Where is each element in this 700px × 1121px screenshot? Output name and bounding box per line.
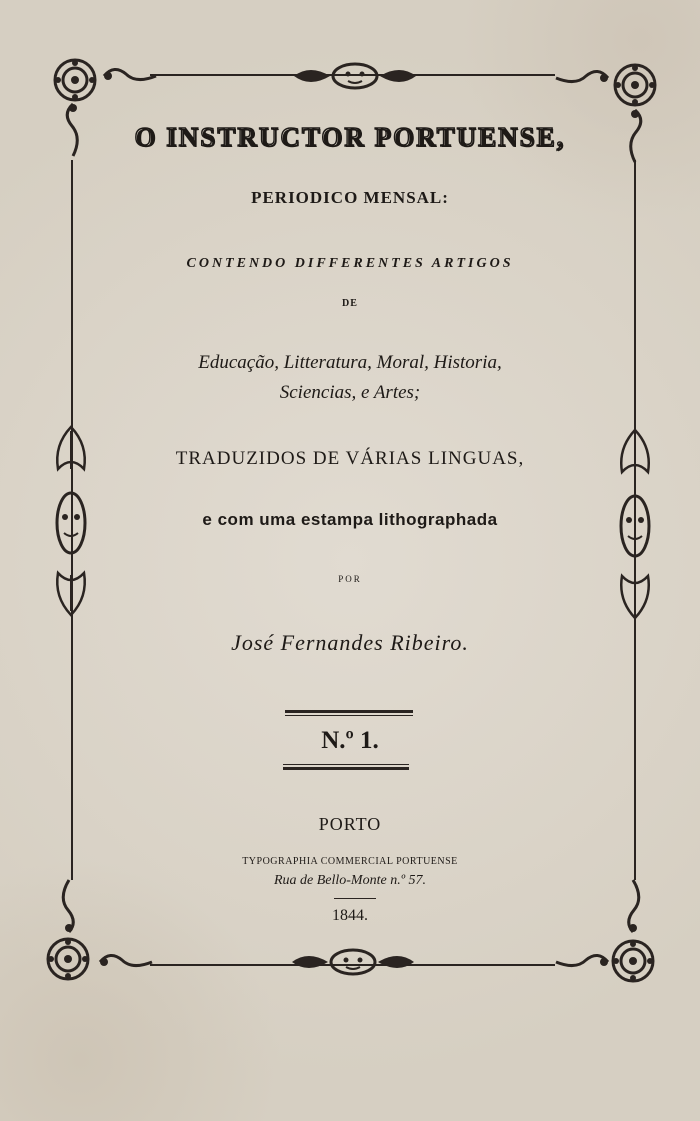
publication-year: 1844. [332, 907, 368, 924]
printer-name: TYPOGRAPHIA COMMERCIAL PORTUENSE [242, 856, 458, 867]
rosette-ornament-bottom-right [610, 938, 656, 984]
scroll-ornament-top-right [552, 66, 612, 90]
rosette-ornament-top-left [52, 57, 98, 103]
city-name: PORTO [318, 814, 382, 834]
rosette-ornament-bottom-left [45, 936, 91, 982]
topics-line-1: Educação, Litteratura, Moral, Historia, [198, 352, 502, 373]
scroll-ornament-bottom-left [96, 950, 156, 974]
cover-subtitle: PERIODICO MENSAL: [251, 188, 449, 207]
issue-rule-top [285, 710, 413, 713]
author-name: José Fernandes Ribeiro. [231, 630, 469, 655]
issue-rule-top-thin [285, 715, 413, 716]
de-word: DE [342, 298, 358, 309]
scroll-ornament-top-left [100, 64, 160, 88]
mask-ornament-top [290, 62, 420, 90]
cover-title: O INSTRUCTOR PORTUENSE, [134, 122, 566, 152]
issue-number: N.º 1. [321, 727, 379, 754]
rosette-ornament-top-right [612, 62, 658, 108]
scroll-ornament-bottom-right [552, 950, 612, 974]
issue-rule-bottom-thin [283, 764, 409, 765]
translated-line: TRADUZIDOS DE VÁRIAS LINGUAS, [175, 448, 525, 469]
topics-line-2: Sciencias, e Artes; [279, 382, 421, 403]
contents-line: CONTENDO DIFFERENTES ARTIGOS [186, 256, 514, 271]
por-word: POR [338, 574, 362, 584]
printer-address: Rua de Bello-Monte n.º 57. [273, 873, 427, 888]
mask-ornament-bottom [288, 948, 418, 976]
issue-rule-bottom [283, 767, 409, 770]
estampa-line: e com uma estampa lithographada [202, 510, 498, 529]
year-rule [334, 898, 376, 899]
